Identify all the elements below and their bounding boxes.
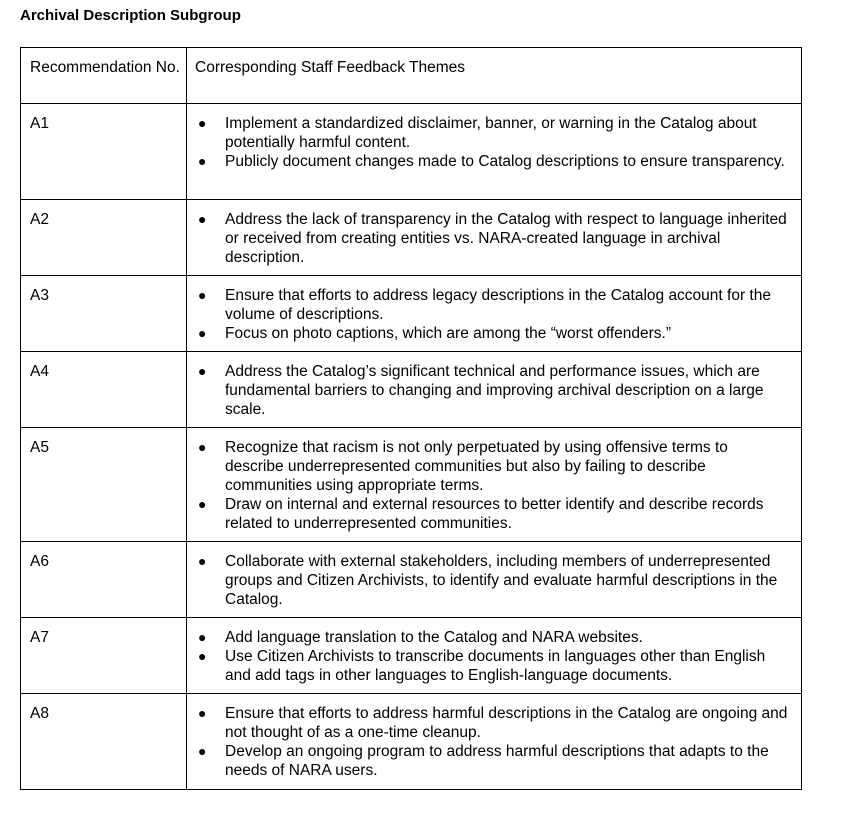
feedback-themes-cell [187, 542, 802, 618]
bullet-icon: ● [198, 439, 207, 455]
feedback-themes-cell [187, 428, 802, 542]
bullet-icon: ● [198, 553, 207, 569]
feedback-themes-cell [187, 104, 802, 200]
page-title: Archival Description Subgroup [20, 7, 241, 24]
recommendation-number: A8 [21, 694, 187, 790]
feedback-theme-text: Recognize that racism is not only perpetuated by using offensive terms to describe underrepresented communities but also by failing to describe communities using appropriate terms. [225, 439, 728, 494]
feedback-theme-text: Ensure that efforts to address legacy descriptions in the Catalog account for the volume of descriptions. [225, 287, 771, 323]
feedback-theme-text: Focus on photo captions, which are among the “worst offenders.” [225, 325, 672, 342]
feedback-theme-item [195, 286, 789, 324]
recommendation-number: A4 [21, 352, 187, 428]
feedback-theme-item [195, 324, 789, 343]
table-row [21, 200, 802, 276]
feedback-themes-cell [187, 618, 802, 694]
feedback-theme-text: Implement a standardized disclaimer, banner, or warning in the Catalog about potentially harmful content. [225, 115, 757, 151]
recommendation-number: A2 [21, 200, 187, 276]
feedback-theme-text: Develop an ongoing program to address harmful descriptions that adapts to the needs of NARA users. [225, 743, 769, 779]
feedback-theme-text: Address the lack of transparency in the Catalog with respect to language inherited or received from creating entities vs. NARA-created language in archival description. [225, 211, 787, 266]
feedback-themes-list [195, 362, 789, 419]
header-staff-feedback-themes: Corresponding Staff Feedback Themes [187, 48, 802, 104]
feedback-themes-cell [187, 276, 802, 352]
feedback-themes-cell [187, 352, 802, 428]
bullet-icon: ● [198, 325, 207, 341]
feedback-theme-text: Use Citizen Archivists to transcribe documents in languages other than English and add tags in other languages to English-language documents. [225, 648, 766, 684]
bullet-icon: ● [198, 153, 207, 169]
feedback-themes-list [195, 552, 789, 609]
table-row [21, 276, 802, 352]
bullet-icon: ● [198, 648, 207, 664]
bullet-icon: ● [198, 743, 207, 759]
feedback-theme-text: Draw on internal and external resources to better identify and describe records related to underrepresented communities. [225, 496, 764, 532]
feedback-theme-item [195, 210, 789, 267]
table-row [21, 542, 802, 618]
recommendation-number: A6 [21, 542, 187, 618]
recommendation-number: A7 [21, 618, 187, 694]
feedback-theme-item [195, 647, 789, 685]
bullet-icon: ● [198, 211, 207, 227]
feedback-themes-cell [187, 694, 802, 790]
table-row [21, 428, 802, 542]
bullet-icon: ● [198, 629, 207, 645]
feedback-theme-item [195, 495, 789, 533]
header-recommendation-number: Recommendation No. [21, 48, 187, 104]
recommendation-number: A5 [21, 428, 187, 542]
feedback-theme-item [195, 552, 789, 609]
table-row [21, 352, 802, 428]
feedback-theme-item [195, 152, 789, 171]
feedback-theme-item [195, 704, 789, 742]
feedback-themes-list [195, 286, 789, 343]
feedback-theme-item [195, 628, 789, 647]
feedback-theme-text: Publicly document changes made to Catalog descriptions to ensure transparency. [225, 153, 785, 170]
feedback-theme-text: Address the Catalog’s significant technical and performance issues, which are fundamental barriers to changing and improving archival description on a large scale. [225, 363, 764, 418]
feedback-themes-list [195, 210, 789, 267]
table-body [21, 48, 802, 790]
bullet-icon: ● [198, 287, 207, 303]
table-row [21, 618, 802, 694]
feedback-theme-text: Add language translation to the Catalog and NARA websites. [225, 629, 643, 646]
bullet-icon: ● [198, 496, 207, 512]
bullet-icon: ● [198, 363, 207, 379]
feedback-themes-list [195, 438, 789, 533]
recommendations-table [20, 47, 802, 790]
bullet-icon: ● [198, 705, 207, 721]
feedback-theme-text: Collaborate with external stakeholders, including members of underrepresented groups and Citizen Archivists, to identify and evaluate harmful descriptions in the Catalog. [225, 553, 778, 608]
feedback-theme-text: Ensure that efforts to address harmful descriptions in the Catalog are ongoing and not thought of as a one-time cleanup. [225, 705, 788, 741]
bullet-icon: ● [198, 115, 207, 131]
recommendation-number: A3 [21, 276, 187, 352]
table-row [21, 104, 802, 200]
feedback-theme-item [195, 742, 789, 780]
recommendation-number: A1 [21, 104, 187, 200]
table-row [21, 694, 802, 790]
feedback-themes-list [195, 114, 789, 171]
feedback-themes-list [195, 628, 789, 685]
feedback-themes-list [195, 704, 789, 780]
table-header-row [21, 48, 802, 104]
feedback-themes-cell [187, 200, 802, 276]
feedback-theme-item [195, 362, 789, 419]
feedback-theme-item [195, 438, 789, 495]
feedback-theme-item [195, 114, 789, 152]
